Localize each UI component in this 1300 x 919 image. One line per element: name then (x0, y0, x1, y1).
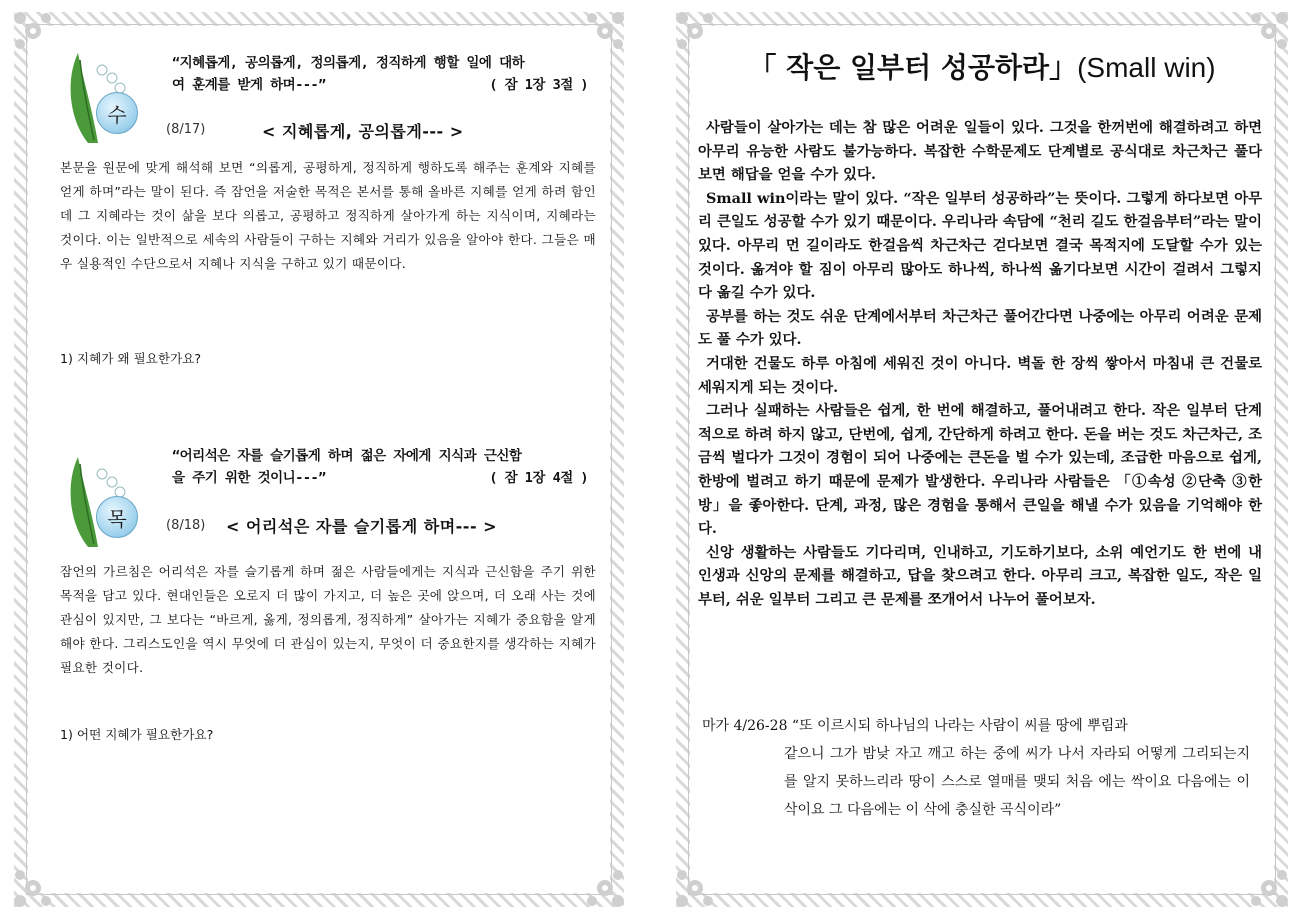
body-paragraph: 사람들이 살아가는 데는 참 많은 어려운 일들이 있다. 그것을 한꺼번에 해결하려고 하면 아무리 유능한 사람도 불가능하다. 복잡한 수학문제도 단계별로 공식대로 차근차근 풀다보면 해답을 얻을 수가 있다. (698, 119, 1262, 184)
body-paragraph: 잠언의 가르침은 어리석은 자를 슬기롭게 하며 젊은 사람들에게는 지식과 근신함을 주기 위한 목적을 담고 있다. 현대인들은 오로지 더 많이 가지고, 더 높은 곳에 앉으며, 더 오래 사는 것에 관심이 있지만, 그 보다는 “바르게, 옳게, 정의롭게, 정직하게” 살아가는 지혜가 중요함을 알게 해야 한다. 그리스도인을 역시 무엇에 더 관심이 있는지, 무엇이 더 중요한지를 생각하는 지혜가 필요한 것이다. (60, 564, 596, 675)
verse-line: “어리석은 자를 슬기롭게 하며 젊은 자에게 지식과 근신함 (172, 448, 522, 464)
scripture-continuation: 같으니 그가 밤낮 자고 깨고 하는 중에 씨가 나서 자라되 어떻게 그리되는지를 알지 못하느리라 땅이 스스로 열매를 맺되 처음 에는 싹이요 다음에는 이삭이요 그 다음에는 이 삭에 충실한 곡식이라” (784, 746, 1250, 818)
entry-date: (8/17) (166, 122, 206, 137)
body-paragraph: 신앙 생활하는 사람들도 기다리며, 인내하고, 기도하기보다, 소위 예언기도 한 번에 내 인생과 신앙의 문제를 해결하고, 답을 찾으려고 한다. 아무리 크고, 복잡한 일도, 작은 일부터, 쉬운 일부터 그리고 큰 문제를 쪼개어서 나누어 풀어보자. (698, 543, 1262, 608)
day-badge: 수 (96, 92, 138, 134)
title-korean: 「 작은 일부터 성공하라」 (748, 51, 1078, 84)
verse-quote (172, 445, 602, 489)
verse-line: 을 주기 위한 것이니---” (172, 470, 326, 486)
title-english: (Small win) (1077, 52, 1216, 83)
article-body (698, 116, 1262, 611)
lily-illustration (58, 48, 148, 148)
section-heading: < 지혜롭게, 공의롭게--- > (262, 122, 464, 141)
lily-illustration (58, 452, 148, 552)
entry-date: (8/18) (166, 518, 206, 533)
day-badge: 목 (96, 496, 138, 538)
body-paragraph: Small win이라는 말이 있다. “작은 일부터 성공하라”는 뜻이다. 그렇게 하다보면 아무리 큰일도 성공할 수가 있기 때문이다. 우리나라 속담에 “천리 길도 한걸음부터”라는 말이 있다. 아무리 먼 길이라도 한걸음씩 차근차근 걷다보면 결국 목적지에 도달할 수가 있는 것이다. 옮겨야 할 짐이 아무리 많아도 하나씩, 하나씩 옮기다보면 시간이 걸려서 그렇지 다 옮길 수가 있다. (698, 189, 1262, 302)
left-page (14, 12, 624, 907)
body-paragraph: 본문을 원문에 맞게 해석해 보면 “의롭게, 공평하게, 정직하게 행하도록 해주는 훈계와 지혜를 얻게 하며”라는 말이 된다. 즉 잠언을 저술한 목적은 본서를 통해 올바른 지혜를 얻게 하려 함인데 그 지혜라는 것이 삶을 보다 의롭고, 공평하고 정직하게 살아가게 하는 지식이며, 지혜라는 것이다. 이는 일반적으로 세속의 사람들이 구하는 지혜와 거리가 있음을 알아야 한다. 그들은 매우 실용적인 수단으로서 지혜나 지식을 구하고 있기 때문이다. (60, 160, 596, 271)
study-question: 1) 어떤 지혜가 필요한가요? (60, 727, 214, 742)
verse-reference: ( 잠 1장 4절 ) (489, 470, 588, 486)
body-paragraph: 그러나 실패하는 사람들은 쉽게, 한 번에 해결하고, 풀어내려고 한다. 작은 일부터 단계적으로 하려 하지 않고, 단번에, 쉽게, 간단하게 하려고 한다. 돈을 버는 것도 차근차근, 조금씩 벌다가 그것이 경험이 되어 나중에는 큰돈을 벌 수가 있는데, 조급한 마음으로 쉽게, 한방에 벌려고 하기 때문에 문제가 발생한다. 우리나라 사람들은 「①속성 ②단축 ③한방」을 좋아한다. 단계, 과정, 많은 경험을 통해서 큰일을 해낼 수가 있음을 기억해야 한다. (698, 402, 1262, 538)
body-paragraph: 공부를 하는 것도 쉬운 단계에서부터 차근차근 풀어간다면 나중에는 아무리 어려운 문제도 풀 수가 있다. (698, 307, 1262, 349)
scripture-quote (702, 712, 1250, 824)
verse-reference: ( 잠 1장 3절 ) (489, 77, 588, 93)
article-title (676, 46, 1288, 86)
body-paragraph: 거대한 건물도 하루 아침에 세워진 것이 아니다. 벽돌 한 장씩 쌓아서 마침내 큰 건물로 세워지게 되는 것이다. (698, 354, 1262, 396)
scripture-first-line: 마가 4/26-28 “또 이르시되 하나님의 나라는 사람이 씨를 땅에 뿌림과 (702, 718, 1128, 734)
study-question: 1) 지혜가 왜 필요한가요? (60, 351, 202, 366)
verse-line: “지혜롭게, 공의롭게, 정의롭게, 정직하게 행할 일에 대하 (172, 55, 525, 71)
verse-quote (172, 52, 602, 96)
right-page (676, 12, 1288, 907)
verse-line: 여 훈계를 받게 하며---” (172, 77, 326, 93)
section-heading: < 어리석은 자를 슬기롭게 하며--- > (226, 517, 498, 536)
